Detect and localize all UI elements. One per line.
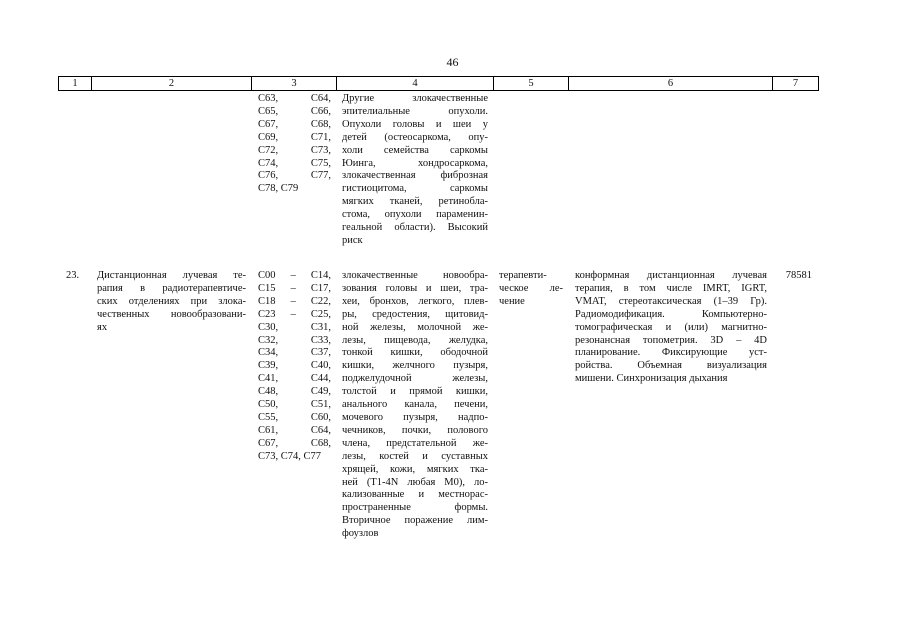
code-line: C55, C60, — [258, 411, 331, 423]
code-line: C34, C37, — [258, 347, 331, 359]
code-line: C30, C31, — [258, 321, 331, 333]
row-23-codes — [258, 270, 331, 464]
code-line: C61, C64, — [258, 424, 331, 436]
code-line: C63, C64, — [258, 93, 331, 104]
code-line: C65, C66, — [258, 105, 331, 117]
code-line: C74, C75, — [258, 157, 331, 169]
code-line: C73, C74, C77 — [258, 450, 322, 462]
header-col-4: 4 — [412, 78, 418, 89]
row-23-number: 23. — [66, 270, 80, 281]
header-col-6: 6 — [667, 78, 674, 89]
code-line: C32, C33, — [258, 334, 331, 346]
header-col-1: 1 — [72, 78, 78, 89]
row-23-name: Дистанционная лучевая те- рапия в радиотерапевтиче- ских отделениях при злока- чественных новообразовани- ях — [97, 270, 246, 333]
code-line: C78, C79 — [258, 183, 299, 195]
code-line: C72, C73, — [258, 144, 331, 156]
table-header-rule — [58, 90, 819, 91]
prev-row-description: Другие злокачественные эпителиальные опухоли. Опухоли головы и шеи у детей (остеосаркома, опу- холи семейства саркомы Юинга, хондросаркома, злокачественная фиброзная гистиоцитома, саркомы мягких тканей, ретинобла- стома, опухоли параменин- геальной области). Высокий риск — [342, 93, 488, 246]
code-line: C39, C40, — [258, 360, 331, 372]
table-top-rule — [58, 76, 819, 77]
prev-row-codes — [258, 93, 331, 196]
header-col-2: 2 — [168, 78, 175, 89]
row-23-treatment: терапевти- ческое ле- чение — [499, 270, 563, 307]
code-line: C67, C68, — [258, 437, 331, 449]
row-23-cost: 78581 — [785, 270, 812, 281]
code-line: C15 – C17, — [258, 282, 331, 294]
code-line: C00 – C14, — [258, 270, 331, 281]
code-line: C76, C77, — [258, 170, 331, 182]
row-23-method: конформная дистанционная лучевая терапия, в том числе IMRT, IGRT, VMAT, стереотаксическая (1–39 Гр). Радиомодификация. Компьютерно- томографическая и (или) магнитно- резонансная топометрия. 3D – 4D планирование. Фиксирующие уст- ройства. Объемная визуализация мишени. Синхронизация дыхания — [575, 270, 767, 385]
code-line: C50, C51, — [258, 399, 331, 411]
row-23-description: злокачественные новообра- зования головы и шеи, тра- хеи, бронхов, легкого, плев- ры, средостения, щитовид- ной железы, молочной же- лезы, пищевода, желудка, тонкой кишки, ободочной кишки, желчного пузыря, поджелудочной железы, толстой и прямой кишки, анального канала, печени, мочевого пузыря, надпо- чечников, почки, полового члена, предстательной же- лезы, костей и суставных хрящей, кожи, мягких тка- ней (T1-4N любая M0), ло- кализованные и местнорас- пространенные формы. Вторичное поражение лим- фоузлов — [342, 270, 488, 540]
code-line: C41, C44, — [258, 373, 331, 385]
code-line: C18 – C22, — [258, 295, 331, 307]
code-line: C69, C71, — [258, 131, 331, 143]
col-divider — [818, 76, 819, 91]
code-line: C48, C49, — [258, 386, 331, 398]
code-line: C23 – C25, — [258, 308, 331, 320]
page-number: 46 — [446, 55, 459, 69]
header-col-7: 7 — [792, 78, 799, 89]
header-col-5: 5 — [528, 78, 534, 89]
code-line: C67, C68, — [258, 118, 331, 130]
header-col-3: 3 — [291, 78, 297, 89]
